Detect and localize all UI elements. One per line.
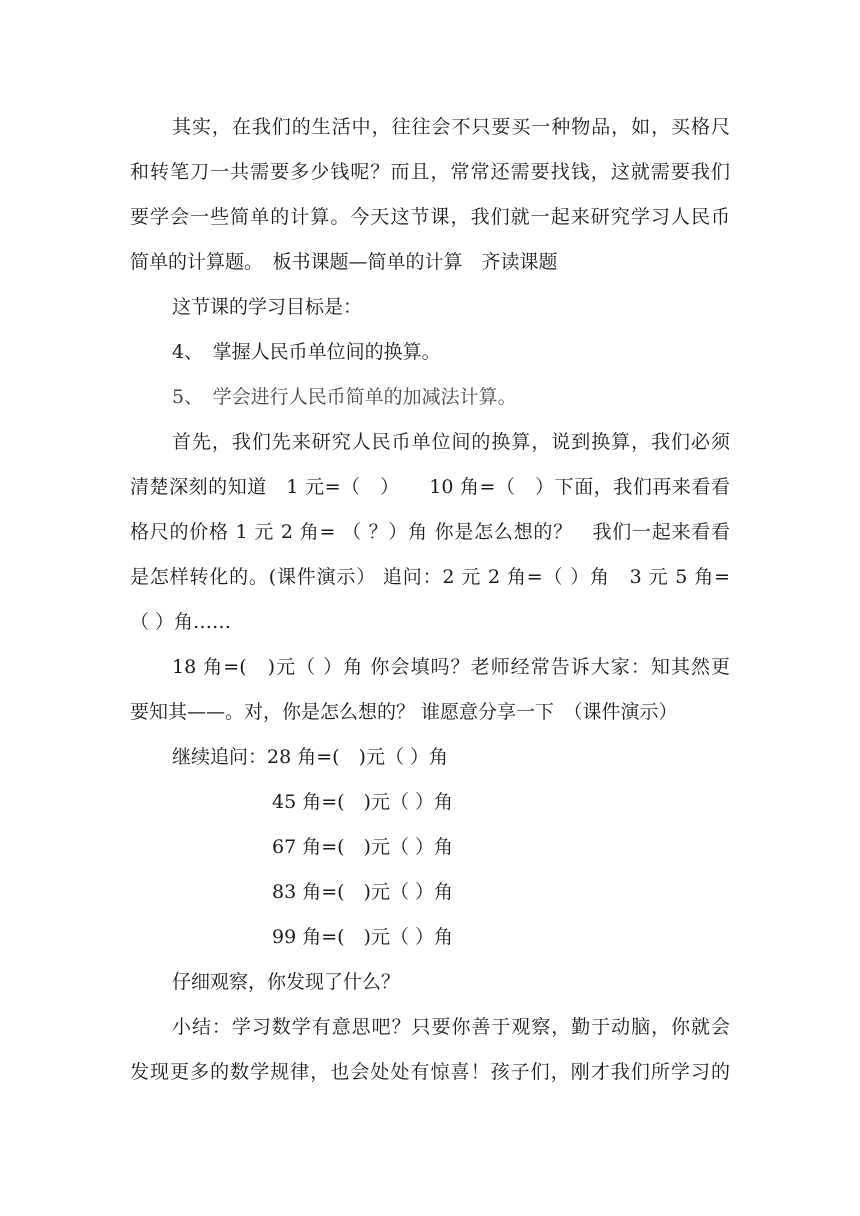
summary-line: 小结：学习数学有意思吧？只要你善于观察，勤于动脑，你就会 <box>172 1016 730 1038</box>
exercise-line: 83 角=( )元（ ）角 <box>272 881 454 903</box>
exercise-line: 45 角=( )元（ ）角 <box>272 791 454 813</box>
exercise-line: 67 角=( )元（ ）角 <box>272 836 454 858</box>
paragraph-line: 清楚深刻的知道 1 元=（ ） 10 角=（ ）下面，我们再来看看 <box>130 476 730 498</box>
paragraph-line: （ ）角…… <box>130 611 232 633</box>
objective-item: 4、 掌握人民币单位间的换算。 <box>172 341 441 363</box>
exercise-line: 99 角=( )元（ ）角 <box>272 926 454 948</box>
paragraph-line: 和转笔刀一共需要多少钱呢？而且，常常还需要找钱，这就需要我们 <box>130 161 730 183</box>
exercise-line: 继续追问：28 角=( )元（ ）角 <box>172 746 449 768</box>
paragraph-line: 要学会一些简单的计算。今天这节课，我们就一起来研究学习人民币 <box>130 206 730 228</box>
paragraph-line: 简单的计算题。 板书课题—简单的计算 齐读课题 <box>130 251 558 273</box>
question-line: 仔细观察，你发现了什么？ <box>172 971 401 993</box>
paragraph-line: 18 角=( )元（ ）角 你会填吗？老师经常告诉大家：知其然更 <box>172 656 730 678</box>
objectives-heading: 这节课的学习目标是： <box>172 296 363 318</box>
paragraph-line: 首先，我们先来研究人民币单位间的换算，说到换算，我们必须 <box>172 431 730 453</box>
paragraph-line: 格尺的价格 1 元 2 角= （ ？）角 你是怎么想的？ 我们一起来看看 <box>130 521 730 543</box>
paragraph-line: 要知其——。对，你是怎么想的？ 谁愿意分享一下 （课件演示） <box>130 701 678 723</box>
paragraph-line: 其实，在我们的生活中，往往会不只要买一种物品，如，买格尺 <box>172 116 730 138</box>
paragraph-line: 是怎样转化的。(课件演示） 追问：2 元 2 角=（ ）角 3 元 5 角= <box>130 566 730 588</box>
objective-item: 5、 学会进行人民币简单的加减法计算。 <box>172 386 517 408</box>
summary-line: 发现更多的数学规律，也会处处有惊喜！孩子们，刚才我们所学习的 <box>130 1061 730 1083</box>
